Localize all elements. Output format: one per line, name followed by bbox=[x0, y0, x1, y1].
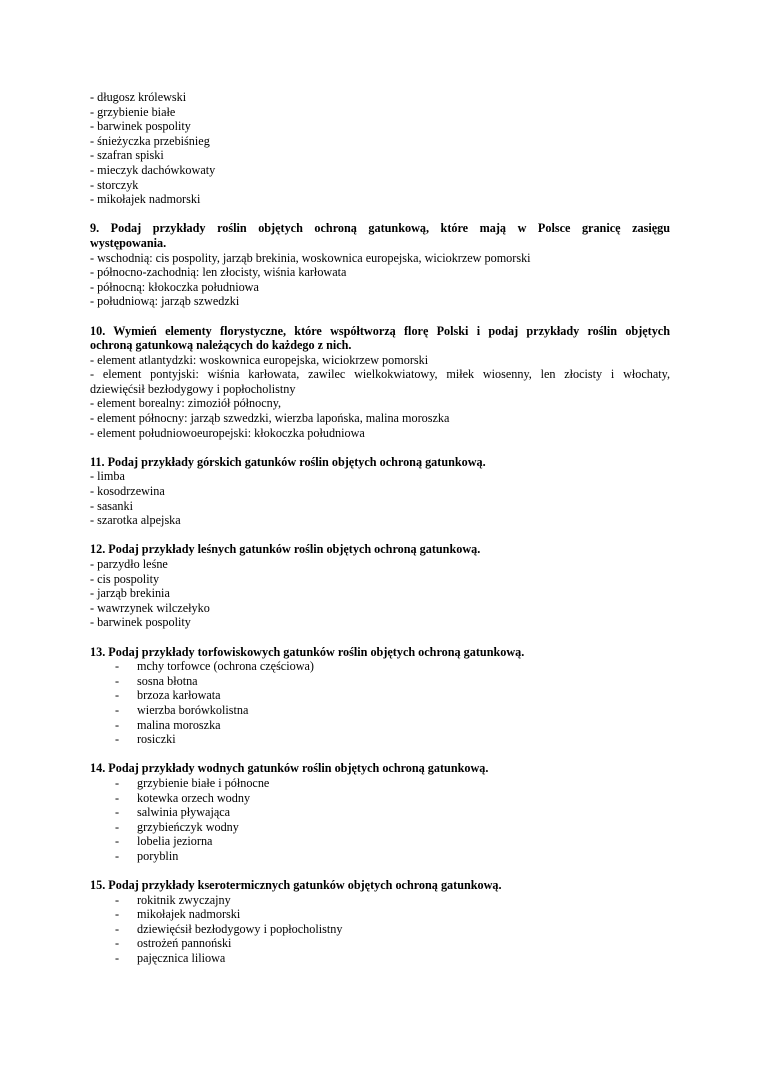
question-13 bbox=[90, 645, 670, 747]
question-heading: 14. Podaj przykłady wodnych gatunków roślin objętych ochroną gatunkową. bbox=[90, 761, 489, 776]
question-10 bbox=[90, 324, 670, 441]
list-item-text: poryblin bbox=[137, 848, 179, 863]
list-item-text: ostrożeń pannoński bbox=[137, 936, 232, 951]
question-12 bbox=[90, 542, 670, 630]
list-dash: - bbox=[115, 936, 120, 951]
list-dash: - bbox=[115, 688, 120, 703]
question-heading: 12. Podaj przykłady leśnych gatunków roślin objętych ochroną gatunkową. bbox=[90, 542, 481, 557]
question-heading: 11. Podaj przykłady górskich gatunków roślin objętych ochroną gatunkową. bbox=[90, 454, 486, 469]
list-dash: - bbox=[115, 659, 120, 674]
list-item: - element północny: jarząb szwedzki, wierzba lapońska, malina moroszka bbox=[90, 411, 450, 426]
list-item-text: malina moroszka bbox=[137, 717, 221, 732]
spacer bbox=[90, 747, 670, 762]
question-heading: 15. Podaj przykłady kserotermicznych gatunków objętych ochroną gatunkową. bbox=[90, 878, 502, 893]
list-item: - element borealny: zimoziół północny, bbox=[90, 396, 282, 411]
list-item: - śnieżyczka przebiśnieg bbox=[90, 133, 210, 148]
list-item-text: mchy torfowce (ochrona częściowa) bbox=[137, 659, 314, 674]
list-item: - wawrzynek wilczełyko bbox=[90, 600, 210, 615]
question-heading: 10. Wymień elementy florystyczne, które współtworzą florę Polski i podaj przykłady roślin objętych bbox=[90, 323, 670, 338]
list-item: - barwinek pospolity bbox=[90, 615, 191, 630]
spacer bbox=[90, 207, 670, 222]
list-item: - barwinek pospolity bbox=[90, 119, 191, 134]
list-dash: - bbox=[115, 673, 120, 688]
list-item bbox=[90, 659, 670, 674]
list-item: - szarotka alpejska bbox=[90, 513, 181, 528]
question-9 bbox=[90, 221, 670, 309]
list-item bbox=[90, 688, 670, 703]
list-item: - północno-zachodnią: len złocisty, wiśnia karłowata bbox=[90, 265, 347, 280]
list-item: - długosz królewski bbox=[90, 90, 187, 104]
list-dash: - bbox=[115, 892, 120, 907]
list-item: - mieczyk dachówkowaty bbox=[90, 162, 216, 177]
question-heading: 9. Podaj przykłady roślin objętych ochroną gatunkową, które mają w Polsce granicę zasięgu bbox=[90, 221, 670, 236]
list-item: - szafran spiski bbox=[90, 148, 164, 163]
list-item-text: lobelia jeziorna bbox=[137, 834, 213, 849]
list-dash: - bbox=[115, 790, 120, 805]
list-item bbox=[90, 791, 670, 806]
list-item: - grzybienie białe bbox=[90, 104, 176, 119]
list-item bbox=[90, 922, 670, 937]
list-dash: - bbox=[115, 834, 120, 849]
list-dash: - bbox=[115, 702, 120, 717]
list-item-text: dziewięćsił bezłodygowy i popłocholistny bbox=[137, 921, 343, 936]
spacer bbox=[90, 630, 670, 645]
list-item-text: grzybieńczyk wodny bbox=[137, 819, 239, 834]
list-item-text: pajęcznica liliowa bbox=[137, 951, 226, 966]
list-item bbox=[90, 849, 670, 864]
list-item bbox=[90, 936, 670, 951]
list-item: - limba bbox=[90, 469, 125, 484]
list-item-text: brzoza karłowata bbox=[137, 688, 221, 703]
list-item-text: wierzba borówkolistna bbox=[137, 702, 249, 717]
spacer bbox=[90, 440, 670, 455]
list-item-text: rosiczki bbox=[137, 732, 176, 747]
list-dash: - bbox=[115, 717, 120, 732]
list-dash: - bbox=[115, 732, 120, 747]
list-item bbox=[90, 674, 670, 689]
list-item-text: sosna błotna bbox=[137, 673, 198, 688]
list-item: - północną: kłokoczka południowa bbox=[90, 279, 259, 294]
list-item: - kosodrzewina bbox=[90, 484, 165, 499]
list-item: - południową: jarząb szwedzki bbox=[90, 294, 240, 309]
question-15 bbox=[90, 878, 670, 966]
list-dash: - bbox=[115, 921, 120, 936]
spacer bbox=[90, 863, 670, 878]
list-item: - element południowoeuropejski: kłokoczka południowa bbox=[90, 425, 365, 440]
document-page bbox=[90, 90, 670, 966]
list-item: - storczyk bbox=[90, 177, 139, 192]
list-item-text: grzybienie białe i północne bbox=[137, 775, 270, 790]
list-dash: - bbox=[115, 907, 120, 922]
list-dash: - bbox=[115, 805, 120, 820]
spacer bbox=[90, 528, 670, 543]
list-item: - cis pospolity bbox=[90, 571, 160, 586]
list-item: - sasanki bbox=[90, 498, 133, 513]
question-heading-cont: występowania. bbox=[90, 235, 167, 250]
list-item: - mikołajek nadmorski bbox=[90, 192, 201, 207]
question-11 bbox=[90, 455, 670, 528]
question-heading: 13. Podaj przykłady torfowiskowych gatunków roślin objętych ochroną gatunkową. bbox=[90, 644, 525, 659]
list-item-text: salwinia pływająca bbox=[137, 805, 231, 820]
list-item-text: kotewka orzech wodny bbox=[137, 790, 251, 805]
list-item: - parzydło leśne bbox=[90, 557, 168, 571]
list-item-cont: dziewięćsił bezłodygowy i popłocholistny bbox=[90, 381, 296, 396]
list-item bbox=[90, 951, 670, 966]
question-14 bbox=[90, 761, 670, 863]
list-item-text: mikołajek nadmorski bbox=[137, 907, 241, 922]
list-item: - element pontyjski: wiśnia karłowata, zawilec wielkokwiatowy, miłek wiosenny, len złocisty i włochaty, bbox=[90, 367, 670, 382]
list-dash: - bbox=[115, 775, 120, 790]
question-heading-cont: ochroną gatunkową należących do każdego z nich. bbox=[90, 338, 352, 353]
list-item bbox=[90, 776, 670, 791]
list-item bbox=[90, 805, 670, 820]
top-species-list bbox=[90, 90, 670, 207]
list-dash: - bbox=[115, 819, 120, 834]
list-item bbox=[90, 703, 670, 718]
spacer bbox=[90, 309, 670, 324]
list-dash: - bbox=[115, 951, 120, 966]
list-item bbox=[90, 718, 670, 733]
list-item bbox=[90, 732, 670, 747]
list-item: - element atlantydzki: woskownica europejska, wiciokrzew pomorski bbox=[90, 352, 429, 367]
list-item: - jarząb brekinia bbox=[90, 586, 170, 601]
list-item bbox=[90, 834, 670, 849]
list-item-text: rokitnik zwyczajny bbox=[137, 892, 231, 907]
list-item bbox=[90, 893, 670, 908]
list-item bbox=[90, 820, 670, 835]
list-dash: - bbox=[115, 848, 120, 863]
list-item: - wschodnią: cis pospolity, jarząb brekinia, woskownica europejska, wiciokrzew pomorski bbox=[90, 250, 531, 265]
list-item bbox=[90, 907, 670, 922]
